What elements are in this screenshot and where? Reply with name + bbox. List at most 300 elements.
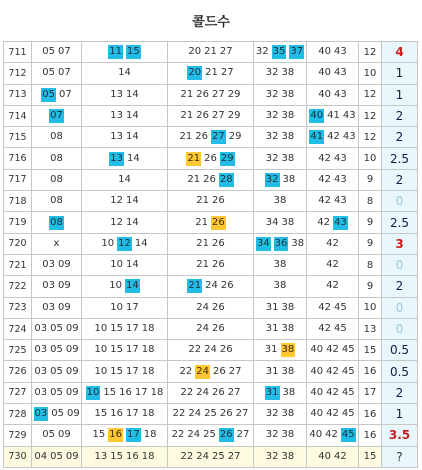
result-score: 1: [382, 63, 418, 84]
count: 16: [359, 361, 382, 382]
table-row: [4, 42, 418, 63]
number-group-5: [307, 340, 359, 361]
table-row: [4, 276, 418, 297]
result-score: 3.5: [382, 425, 418, 446]
number-group-1: [32, 127, 82, 148]
number-group-3: [168, 191, 254, 212]
number: 31: [265, 365, 279, 377]
highlighted-number-yellow: 24: [196, 365, 209, 377]
number: 26: [219, 344, 233, 356]
number: 27: [219, 46, 233, 58]
number: 41: [327, 110, 340, 122]
round-number: 725: [4, 340, 32, 361]
number: 38: [281, 429, 295, 441]
number-group-2: [82, 212, 168, 233]
number-group-5: [307, 191, 359, 212]
round-number: 718: [4, 191, 32, 212]
number: 22: [172, 408, 186, 420]
count: 16: [359, 425, 382, 446]
number: 10: [94, 365, 108, 377]
number: 40: [318, 450, 331, 462]
number-group-3: [168, 42, 254, 63]
number: 17: [126, 344, 139, 356]
number: 42: [326, 237, 339, 249]
number-group-1: [32, 233, 82, 254]
round-number: 724: [4, 318, 32, 339]
number-group-3: [168, 212, 254, 233]
result-score: 0: [382, 318, 418, 339]
number: 09: [65, 450, 79, 462]
number: 14: [126, 131, 139, 143]
number: 14: [126, 195, 139, 207]
number: 42: [326, 408, 339, 420]
number-group-4: [254, 148, 307, 169]
number: 09: [66, 408, 80, 420]
number: 14: [126, 216, 139, 228]
number: 26: [195, 131, 208, 143]
number: 25: [204, 408, 217, 420]
number-group-5: [307, 169, 359, 190]
number: 05: [50, 386, 63, 398]
number: 18: [141, 408, 155, 420]
number: 09: [58, 259, 71, 271]
round-number: 715: [4, 127, 32, 148]
number: 43: [342, 131, 356, 143]
number: 27: [227, 450, 241, 462]
number: 09: [65, 323, 79, 334]
result-score: 2: [382, 169, 418, 190]
table-row: [4, 63, 418, 84]
number-group-4: [254, 361, 307, 382]
highlighted-number-blue: 32: [265, 173, 279, 185]
number: 40: [318, 67, 331, 79]
number: 29: [227, 88, 241, 100]
number: 43: [334, 88, 347, 100]
number: 16: [126, 450, 139, 462]
number: 43: [342, 110, 356, 122]
number: 03: [34, 323, 48, 334]
table-row: [4, 148, 418, 169]
number: 38: [281, 67, 295, 79]
number-group-2: [82, 382, 168, 403]
number: 07: [59, 88, 72, 100]
number: 24: [196, 301, 209, 313]
result-score: 2.5: [382, 148, 418, 169]
highlighted-number-blue: 35: [272, 46, 286, 58]
highlighted-number-yellow: 26: [212, 216, 225, 228]
result-score: 2: [382, 382, 418, 403]
number: 27: [212, 88, 225, 100]
number-group-4: [254, 404, 307, 425]
number: 15: [110, 344, 123, 356]
result-score: 0: [382, 297, 418, 318]
table-row: [4, 169, 418, 190]
result-score: 0: [382, 254, 418, 275]
number: 21: [196, 259, 209, 271]
number: 40: [309, 429, 323, 441]
round-number: 717: [4, 169, 32, 190]
count: 12: [359, 42, 382, 63]
result-score: 0.5: [382, 361, 418, 382]
number: 05: [42, 46, 55, 58]
number: 09: [65, 344, 79, 356]
number: 05: [51, 408, 64, 420]
table-row: [4, 361, 418, 382]
number: 43: [334, 173, 347, 185]
number: 08: [50, 195, 63, 207]
table-row: [4, 105, 418, 126]
round-number: 720: [4, 233, 32, 254]
number: 18: [150, 386, 164, 398]
number: 26: [204, 152, 217, 164]
number: 13: [110, 110, 123, 122]
number: 16: [119, 386, 132, 398]
number-group-1: [32, 212, 82, 233]
table-row: [4, 84, 418, 105]
number-group-4: [254, 191, 307, 212]
number: 13: [110, 131, 123, 143]
number: 42: [318, 173, 331, 185]
round-number: 716: [4, 148, 32, 169]
number-group-4: [254, 84, 307, 105]
number-group-3: [168, 425, 254, 446]
number: 38: [281, 216, 295, 228]
table-row: [4, 340, 418, 361]
number: 38: [273, 195, 287, 207]
number: 21: [179, 131, 193, 143]
number-group-4: [254, 425, 307, 446]
number: 08: [50, 131, 63, 143]
number-group-1: [32, 63, 82, 84]
number: 03: [34, 344, 48, 356]
number: 32: [265, 88, 279, 100]
number: 18: [141, 450, 155, 462]
highlighted-number-blue: 11: [109, 46, 122, 58]
number-group-2: [82, 446, 168, 467]
number: 40: [310, 344, 324, 356]
number: 14: [126, 88, 139, 100]
number: 42: [326, 259, 339, 271]
number: 26: [212, 259, 225, 271]
number: 26: [220, 280, 234, 292]
number: 27: [227, 386, 241, 398]
highlighted-number-blue: 03: [34, 408, 48, 420]
number: 32: [265, 67, 279, 79]
number: 43: [334, 46, 347, 58]
table-row: [4, 425, 418, 446]
highlighted-number-blue: 36: [274, 237, 288, 249]
count: 12: [359, 127, 382, 148]
number: 16: [110, 408, 123, 420]
number-group-1: [32, 318, 82, 339]
number-group-2: [82, 361, 168, 382]
number: 13: [110, 88, 123, 100]
number: 32: [265, 408, 279, 420]
number: 21: [204, 46, 217, 58]
number-group-3: [168, 254, 254, 275]
number: 26: [203, 173, 216, 185]
number: 26: [212, 323, 225, 334]
number: 20: [188, 46, 202, 58]
highlighted-number-blue: 29: [220, 152, 234, 164]
number-group-3: [168, 318, 254, 339]
number: 21: [195, 216, 208, 228]
number: 42: [334, 450, 347, 462]
number-group-2: [82, 127, 168, 148]
number-group-5: [307, 148, 359, 169]
number: 38: [281, 365, 295, 377]
number-group-5: [307, 382, 359, 403]
number: 22: [171, 429, 185, 441]
number-group-1: [32, 254, 82, 275]
number: 29: [228, 131, 242, 143]
number: 40: [310, 365, 324, 377]
number: 07: [58, 67, 71, 79]
number: 27: [220, 67, 234, 79]
table-body: [4, 42, 418, 468]
table-row: [4, 233, 418, 254]
number-group-4: [254, 63, 307, 84]
count: 13: [359, 318, 382, 339]
number-group-3: [168, 84, 254, 105]
number: 26: [219, 408, 233, 420]
count: 17: [359, 382, 382, 403]
number-group-4: [254, 340, 307, 361]
number: 24: [196, 323, 209, 334]
round-number: 722: [4, 276, 32, 297]
table-row: [4, 446, 418, 467]
number-group-5: [307, 63, 359, 84]
highlighted-number-blue: 10: [86, 386, 100, 398]
number: 08: [50, 173, 63, 185]
number-group-4: [254, 212, 307, 233]
count: 15: [359, 446, 382, 467]
number: 26: [213, 365, 226, 377]
number-group-5: [307, 127, 359, 148]
result-score: 1: [382, 84, 418, 105]
count: 12: [359, 84, 382, 105]
number: 21: [180, 88, 194, 100]
number: 12: [110, 216, 123, 228]
number: 10: [110, 259, 123, 271]
number: 31: [265, 323, 279, 334]
result-score: 1: [382, 404, 418, 425]
result-score: 2.5: [382, 212, 418, 233]
number: 05: [50, 450, 63, 462]
table-row: [4, 254, 418, 275]
number-group-3: [168, 169, 254, 190]
number: 07: [58, 46, 71, 58]
number-group-5: [307, 404, 359, 425]
number: 05: [50, 344, 63, 356]
number-group-3: [168, 404, 254, 425]
number: 24: [187, 429, 201, 441]
number: 34: [265, 216, 279, 228]
number: 38: [281, 323, 295, 334]
number: 40: [310, 386, 324, 398]
number: 45: [341, 408, 355, 420]
number: 26: [212, 301, 225, 313]
table-row: [4, 382, 418, 403]
highlighted-number-blue: 08: [50, 216, 63, 228]
count: 9: [359, 169, 382, 190]
round-number: 713: [4, 84, 32, 105]
number: 09: [65, 386, 79, 398]
number: 38: [281, 408, 295, 420]
number: 24: [188, 408, 202, 420]
number: 22: [188, 344, 202, 356]
number: 42: [318, 301, 331, 313]
table-row: [4, 212, 418, 233]
page-title: 콜드수: [192, 15, 230, 30]
number: 17: [126, 323, 139, 334]
number: 42: [318, 195, 331, 207]
number: 17: [126, 365, 139, 377]
number-group-5: [307, 84, 359, 105]
highlighted-number-blue: 28: [219, 173, 233, 185]
number-group-2: [82, 254, 168, 275]
number-group-2: [82, 105, 168, 126]
number-group-3: [168, 297, 254, 318]
number: 22: [179, 365, 193, 377]
number-group-4: [254, 297, 307, 318]
number: 26: [196, 88, 209, 100]
number: 26: [196, 110, 209, 122]
number: 45: [341, 344, 355, 356]
result-score: 0: [382, 191, 418, 212]
highlighted-number-blue: 12: [118, 237, 131, 249]
number-group-2: [82, 276, 168, 297]
number: 22: [180, 450, 194, 462]
round-number: 723: [4, 297, 32, 318]
highlighted-number-blue: 21: [188, 280, 202, 292]
number-group-2: [82, 42, 168, 63]
number: 40: [310, 408, 324, 420]
number: 42: [327, 131, 340, 143]
round-number: 727: [4, 382, 32, 403]
number: 08: [50, 152, 63, 164]
number: 24: [196, 450, 209, 462]
number: 43: [334, 195, 347, 207]
number: 03: [42, 301, 55, 313]
count: 10: [359, 63, 382, 84]
round-number: 712: [4, 63, 32, 84]
count: 9: [359, 233, 382, 254]
number: 32: [255, 46, 269, 58]
number: 42: [326, 365, 339, 377]
result-score: 2: [382, 105, 418, 126]
number-group-3: [168, 446, 254, 467]
number-group-1: [32, 446, 82, 467]
number-group-4: [254, 233, 307, 254]
number: 09: [58, 429, 71, 441]
number-group-3: [168, 382, 254, 403]
number: 26: [212, 386, 225, 398]
number: 18: [141, 323, 155, 334]
number: 42: [326, 386, 339, 398]
number: 15: [110, 365, 123, 377]
round-number: 729: [4, 425, 32, 446]
number-group-4: [254, 42, 307, 63]
number: 42: [318, 152, 331, 164]
number: 09: [65, 365, 79, 377]
count: 16: [359, 404, 382, 425]
result-score: 4: [382, 42, 418, 63]
number: 45: [341, 386, 355, 398]
number-group-2: [82, 84, 168, 105]
count: 10: [359, 148, 382, 169]
table-row: [4, 297, 418, 318]
number: 42: [317, 216, 330, 228]
number: 38: [281, 152, 295, 164]
number: 27: [228, 365, 242, 377]
number: 32: [265, 152, 279, 164]
number-group-4: [254, 105, 307, 126]
number-group-4: [254, 254, 307, 275]
number: 38: [273, 280, 287, 292]
number: 42: [326, 280, 339, 292]
number: 26: [212, 237, 225, 249]
count: 8: [359, 191, 382, 212]
number: 27: [236, 429, 250, 441]
number: 38: [281, 131, 295, 143]
number: 05: [42, 67, 55, 79]
number-group-1: [32, 42, 82, 63]
number-group-2: [82, 191, 168, 212]
number: 45: [341, 365, 355, 377]
number: 40: [318, 46, 331, 58]
number: 12: [110, 195, 123, 207]
number: 13: [94, 450, 108, 462]
number: 43: [334, 152, 347, 164]
highlighted-number-blue: 20: [188, 67, 202, 79]
highlighted-number-yellow: 38: [281, 344, 295, 356]
number-group-4: [254, 318, 307, 339]
number-group-3: [168, 233, 254, 254]
number-group-4: [254, 446, 307, 467]
highlighted-number-blue: 45: [341, 429, 355, 441]
number: 17: [126, 408, 139, 420]
highlighted-number-blue: 34: [256, 237, 270, 249]
number-group-2: [82, 404, 168, 425]
number-group-3: [168, 63, 254, 84]
number: 09: [58, 280, 71, 292]
round-number: 719: [4, 212, 32, 233]
highlighted-number-blue: 27: [212, 131, 225, 143]
number-group-1: [32, 361, 82, 382]
number: 24: [204, 344, 217, 356]
number: 14: [118, 67, 131, 79]
number-group-5: [307, 105, 359, 126]
number: x: [53, 237, 60, 249]
count: 12: [359, 105, 382, 126]
number: 22: [180, 386, 194, 398]
number: 18: [143, 429, 157, 441]
number: 38: [282, 386, 296, 398]
number-group-4: [254, 382, 307, 403]
table-row: [4, 318, 418, 339]
number: 42: [318, 323, 331, 334]
number-group-4: [254, 127, 307, 148]
number: 24: [196, 386, 209, 398]
number-group-1: [32, 382, 82, 403]
number-group-1: [32, 105, 82, 126]
number-group-2: [82, 425, 168, 446]
number: 14: [134, 237, 148, 249]
number: 38: [291, 237, 305, 249]
number-group-3: [168, 361, 254, 382]
number: 18: [141, 344, 155, 356]
